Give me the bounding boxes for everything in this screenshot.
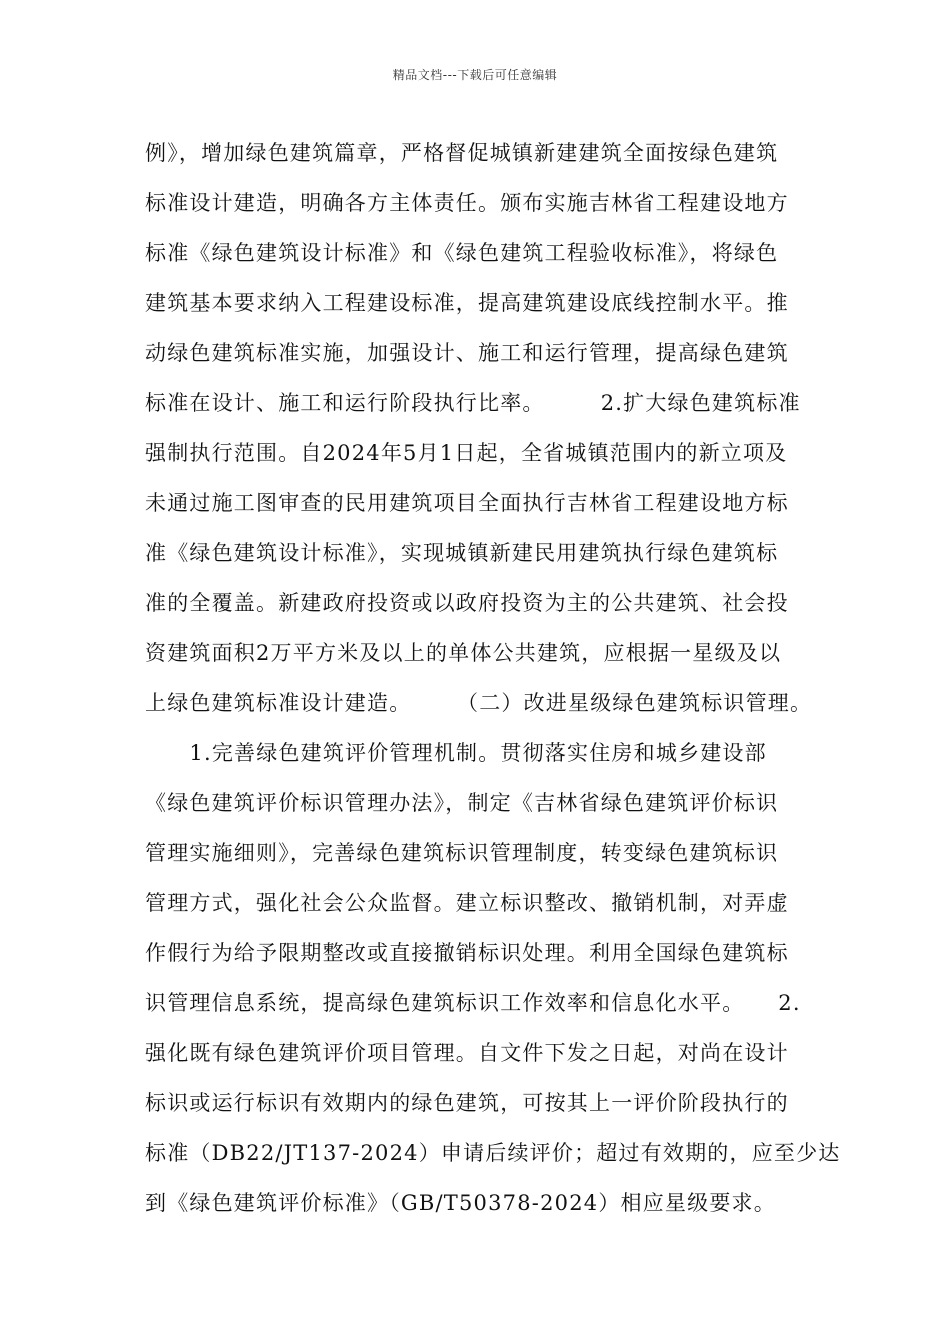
page-header: 精品文档---下载后可任意编辑 xyxy=(392,68,558,82)
text-line: 准《绿色建筑设计标准》，实现城镇新建民用建筑执行绿色建筑标 xyxy=(145,541,779,565)
text-line: 强制执行范围。自2024年5月1日起，全省城镇范围内的新立项及 xyxy=(145,441,788,465)
text-line: 作假行为给予限期整改或直接撤销标识处理。利用全国绿色建筑标 xyxy=(145,941,789,965)
text-line: 标准《绿色建筑设计标准》和《绿色建筑工程验收标准》，将绿色 xyxy=(145,241,779,265)
document-body xyxy=(145,128,841,1228)
text-line: 准的全覆盖。新建政府投资或以政府投资为主的公共建筑、社会投 xyxy=(145,591,789,615)
text-line: 管理方式，强化社会公众监督。建立标识整改、撤销机制，对弄虚 xyxy=(145,891,789,915)
text-line: 管理实施细则》，完善绿色建筑标识管理制度，转变绿色建筑标识 xyxy=(145,841,779,865)
text-line: 1.完善绿色建筑评价管理机制。贯彻落实住房和城乡建设部 xyxy=(145,741,767,765)
text-line: 建筑基本要求纳入工程建设标准，提高建筑建设底线控制水平。推 xyxy=(145,291,789,315)
text-line: 上绿色建筑标准设计建造。 （二）改进星级绿色建筑标识管理。 xyxy=(145,691,813,715)
text-line: 标准（DB22/JT137-2024）申请后续评价；超过有效期的，应至少达 xyxy=(145,1141,841,1165)
text-line: 强化既有绿色建筑评价项目管理。自文件下发之日起，对尚在设计 xyxy=(145,1041,789,1065)
text-line: 《绿色建筑评价标识管理办法》，制定《吉林省绿色建筑评价标识 xyxy=(145,791,779,815)
text-line: 标准设计建造，明确各方主体责任。颁布实施吉林省工程建设地方 xyxy=(145,191,789,215)
text-line: 资建筑面积2万平方米及以上的单体公共建筑，应根据一星级及以 xyxy=(145,641,782,665)
text-line: 识管理信息系统，提高绿色建筑标识工作效率和信息化水平。 2. xyxy=(145,991,801,1015)
text-line: 动绿色建筑标准实施，加强设计、施工和运行管理，提高绿色建筑 xyxy=(145,341,789,365)
text-line: 未通过施工图审查的民用建筑项目全面执行吉林省工程建设地方标 xyxy=(145,491,789,515)
text-line: 标准在设计、施工和运行阶段执行比率。 2.扩大绿色建筑标准 xyxy=(145,391,801,415)
text-line: 例》，增加绿色建筑篇章，严格督促城镇新建建筑全面按绿色建筑 xyxy=(145,141,779,165)
text-line: 标识或运行标识有效期内的绿色建筑，可按其上一评价阶段执行的 xyxy=(145,1091,789,1115)
text-line: 到《绿色建筑评价标准》（GB/T50378-2024）相应星级要求。 xyxy=(145,1191,776,1215)
